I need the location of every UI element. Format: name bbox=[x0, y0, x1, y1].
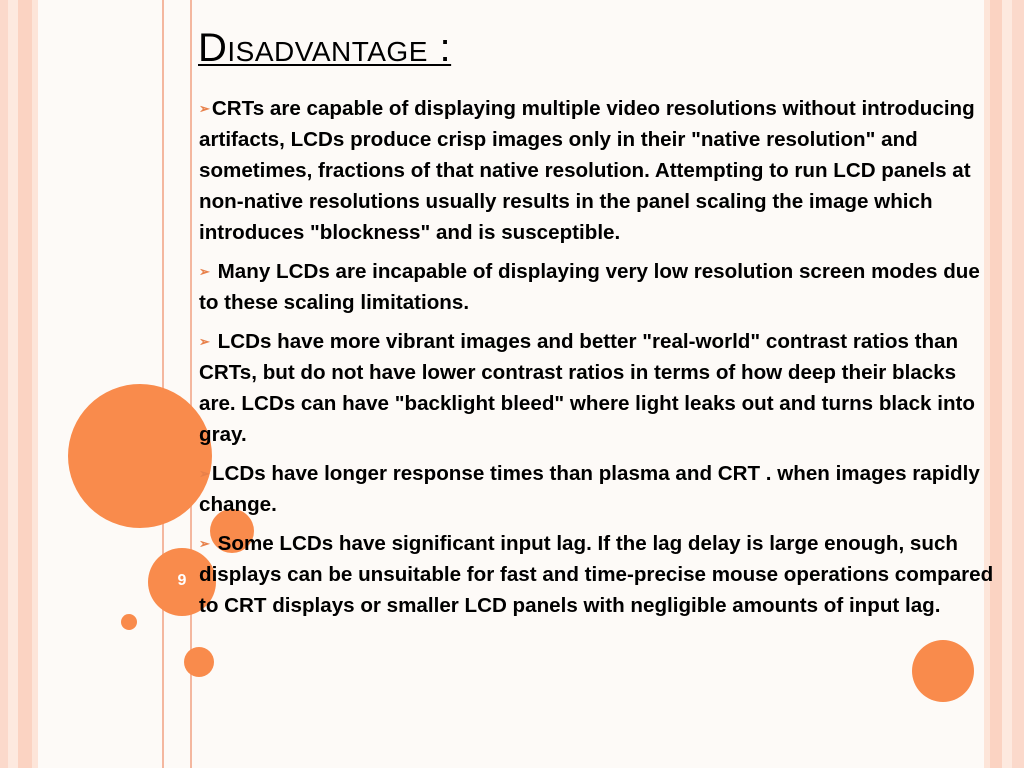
bullet-text: LCDs have more vibrant images and better "real-world" contrast ratios than CRTs, but do not have lower contrast ratios in terms of how deep their blacks are. LCDs can have "backlight bleed" where light leaks out and turns black into gray. bbox=[199, 330, 975, 446]
bullet-text: CRTs are capable of displaying multiple video resolutions without introducing artifacts, LCDs produce crisp images only in their "native resolution" and sometimes, fractions of that native resolution. Attempting to run LCD panels at non-native resolutions usually results in the panel scaling the image which introduces "blockness" and is susceptible. bbox=[199, 97, 975, 244]
bullet-text: Many LCDs are incapable of displaying very low resolution screen modes due to these scaling limitations. bbox=[199, 260, 980, 314]
bullet-text: LCDs have longer response times than plasma and CRT . when images rapidly change. bbox=[199, 462, 980, 516]
left-stripe bbox=[18, 0, 32, 768]
arrow-bullet-icon: ➢ bbox=[199, 264, 210, 279]
decorative-circle bbox=[184, 647, 214, 677]
bullet-item bbox=[199, 326, 994, 450]
left-divider-line bbox=[162, 0, 164, 768]
bullet-list bbox=[199, 93, 994, 629]
bullet-item bbox=[199, 93, 994, 248]
decorative-circle-right bbox=[912, 640, 974, 702]
right-stripe bbox=[1002, 0, 1012, 768]
left-stripe bbox=[0, 0, 8, 768]
decorative-circle-large bbox=[68, 384, 212, 528]
arrow-bullet-icon: ➢ bbox=[199, 334, 210, 349]
arrow-bullet-icon: ➢ bbox=[199, 466, 210, 481]
left-stripe bbox=[8, 0, 18, 768]
left-stripe bbox=[32, 0, 38, 768]
page-number: 9 bbox=[177, 572, 187, 589]
bullet-item bbox=[199, 256, 994, 318]
arrow-bullet-icon: ➢ bbox=[199, 536, 210, 551]
slide-title: Disadvantage : bbox=[198, 26, 452, 70]
bullet-item bbox=[199, 458, 994, 520]
arrow-bullet-icon: ➢ bbox=[199, 101, 210, 116]
bullet-text: Some LCDs have significant input lag. If the lag delay is large enough, such displays can be unsuitable for fast and time-precise mouse operations compared to CRT displays or smaller LCD panels with negligible amounts of input lag. bbox=[199, 532, 994, 617]
bullet-item bbox=[199, 528, 994, 621]
decorative-circle-small bbox=[121, 614, 137, 630]
right-stripe bbox=[1012, 0, 1024, 768]
